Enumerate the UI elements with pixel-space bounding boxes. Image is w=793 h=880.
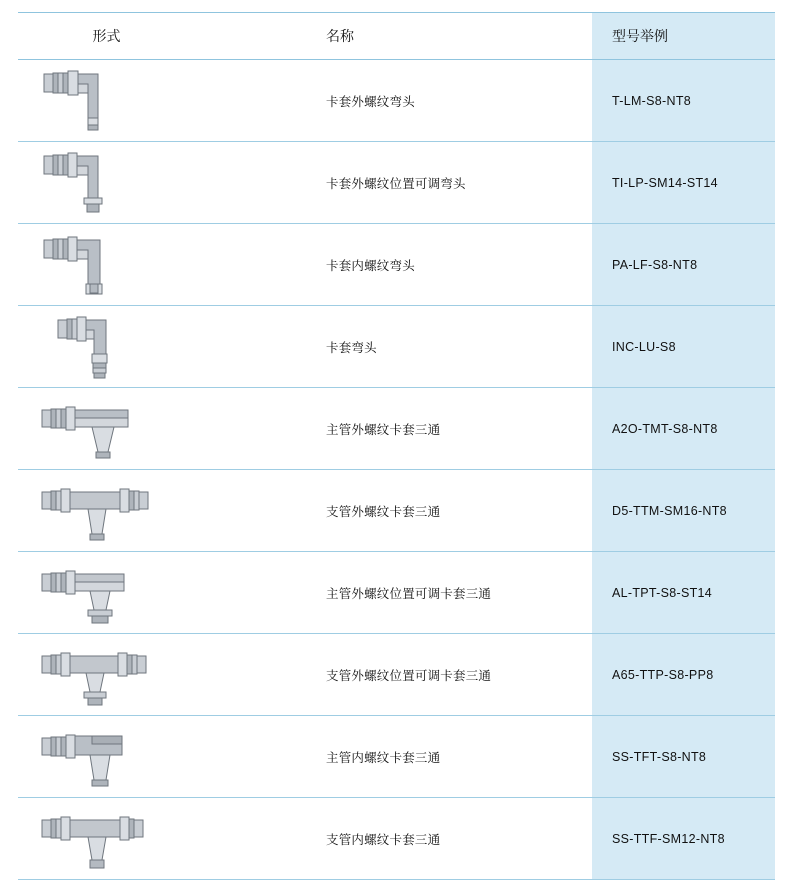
table-row: [18, 142, 775, 224]
model-cell: A65-TTP-S8-PP8: [592, 634, 775, 716]
elbow-male-thread-icon: [36, 68, 186, 134]
figure-cell: [18, 142, 304, 224]
figure-cell: [18, 798, 304, 880]
tee-run-female-thread-icon: [36, 724, 186, 790]
tee-run-male-adjustable-icon: [36, 560, 186, 626]
table-row: [18, 224, 775, 306]
table-body: [18, 60, 775, 880]
model-cell: D5-TTM-SM16-NT8: [592, 470, 775, 552]
table-row: [18, 798, 775, 880]
elbow-male-thread-adjustable-icon: [36, 150, 186, 216]
figure-cell: [18, 60, 304, 142]
model-cell: A2O-TMT-S8-NT8: [592, 388, 775, 470]
fittings-table: [18, 12, 775, 880]
name-cell: 支管内螺纹卡套三通: [304, 798, 592, 880]
table-head: [18, 13, 775, 60]
model-cell: PA-LF-S8-NT8: [592, 224, 775, 306]
name-cell: 支管外螺纹卡套三通: [304, 470, 592, 552]
name-cell: 主管内螺纹卡套三通: [304, 716, 592, 798]
column-header-model: 型号举例: [592, 13, 775, 60]
model-cell: TI-LP-SM14-ST14: [592, 142, 775, 224]
tee-branch-male-thread-icon: [36, 478, 186, 544]
tee-branch-female-thread-icon: [36, 806, 186, 872]
model-cell: SS-TTF-SM12-NT8: [592, 798, 775, 880]
figure-cell: [18, 470, 304, 552]
table-row: [18, 552, 775, 634]
name-cell: 卡套弯头: [304, 306, 592, 388]
figure-cell: [18, 224, 304, 306]
figure-cell: [18, 552, 304, 634]
table-row: [18, 470, 775, 552]
name-cell: 支管外螺纹位置可调卡套三通: [304, 634, 592, 716]
column-header-name: 名称: [304, 13, 592, 60]
figure-cell: [18, 716, 304, 798]
figure-cell: [18, 634, 304, 716]
name-cell: 卡套外螺纹位置可调弯头: [304, 142, 592, 224]
model-cell: AL-TPT-S8-ST14: [592, 552, 775, 634]
name-cell: 主管外螺纹位置可调卡套三通: [304, 552, 592, 634]
page: [0, 12, 793, 880]
tee-branch-male-adjustable-icon: [36, 642, 186, 708]
table-header-row: [18, 13, 775, 60]
name-cell: 卡套内螺纹弯头: [304, 224, 592, 306]
figure-cell: [18, 306, 304, 388]
table-row: [18, 716, 775, 798]
elbow-union-icon: [36, 314, 186, 380]
model-cell: INC-LU-S8: [592, 306, 775, 388]
column-header-form: 形式: [18, 13, 304, 60]
figure-cell: [18, 388, 304, 470]
name-cell: 主管外螺纹卡套三通: [304, 388, 592, 470]
table-row: [18, 634, 775, 716]
model-cell: SS-TFT-S8-NT8: [592, 716, 775, 798]
table-row: [18, 306, 775, 388]
model-cell: T-LM-S8-NT8: [592, 60, 775, 142]
tee-run-male-thread-icon: [36, 396, 186, 462]
table-row: [18, 388, 775, 470]
name-cell: 卡套外螺纹弯头: [304, 60, 592, 142]
table-row: [18, 60, 775, 142]
elbow-female-thread-icon: [36, 232, 186, 298]
